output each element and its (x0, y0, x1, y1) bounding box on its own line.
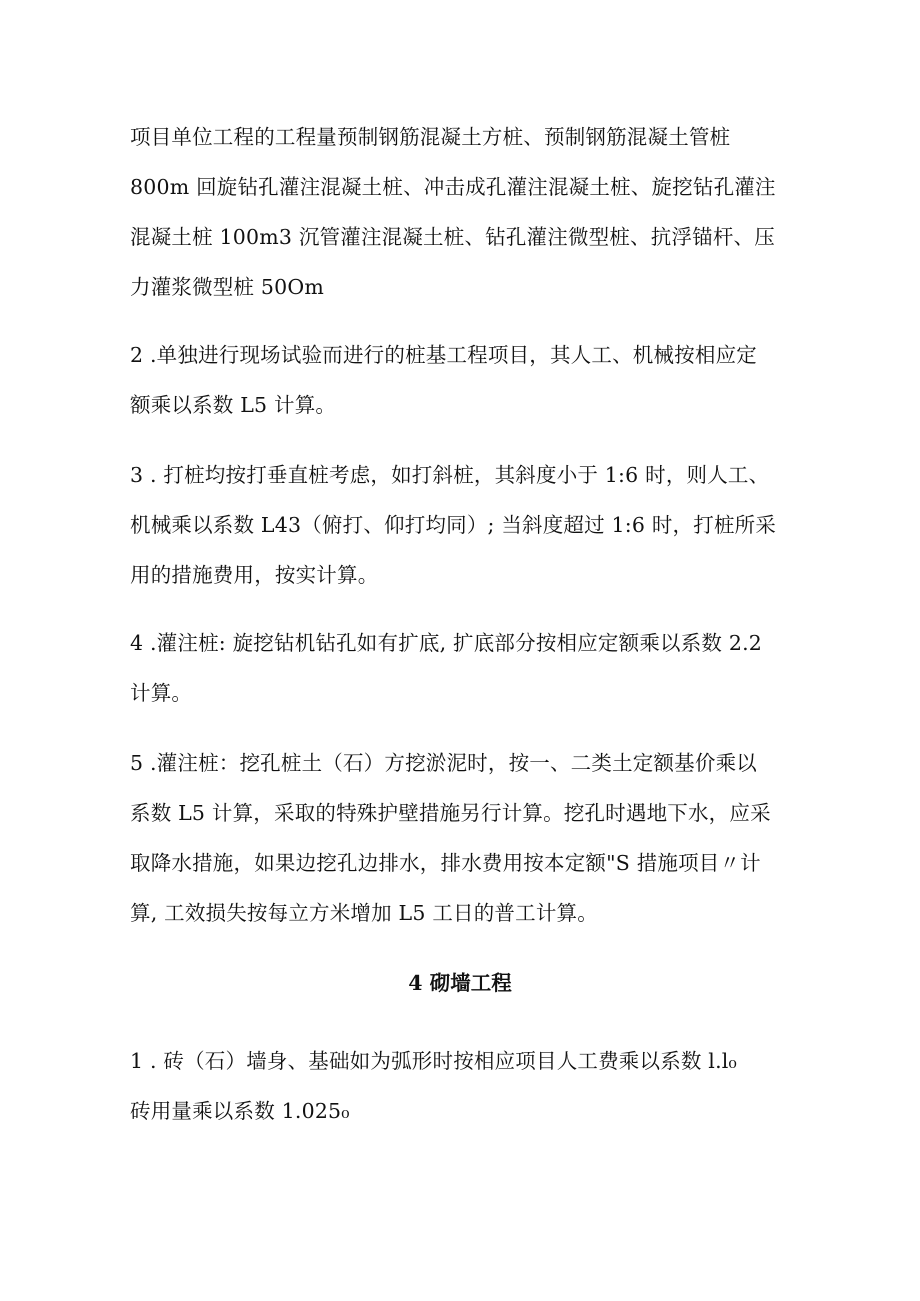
paragraph-item-4 (130, 618, 798, 718)
paragraph-masonry-item-1 (130, 1036, 798, 1136)
paragraph-item-2 (130, 330, 798, 430)
text-line: 机械乘以系数 L43（俯打、仰打均同）; 当斜度超过 1:6 时，打桩所采 (130, 513, 777, 537)
text-line: 2 .单独进行现场试验而进行的桩基工程项目，其人工、机械按相应定 (130, 343, 757, 367)
paragraph-intro (130, 112, 798, 312)
text-line: 混凝土桩 100m3 沉管灌注混凝土桩、钻孔灌注微型桩、抗浮锚杆、压 (130, 225, 775, 249)
section-heading: 4 砌墙工程 (408, 971, 512, 995)
paragraph-item-3 (130, 450, 798, 600)
text-line: 3 . 打桩均按打垂直桩考虑，如打斜桩，其斜度小于 1:6 时，则人工、 (130, 463, 770, 487)
text-line: 取降水措施，如果边挖孔边排水，排水费用按本定额"S 措施项目〃计 (130, 851, 761, 875)
text-line: 计算。 (130, 681, 193, 705)
text-line: 4 .灌注桩: 旋挖钻机钻孔如有扩底, 扩底部分按相应定额乘以系数 2.2 (130, 631, 763, 655)
text-line: 5 .灌注桩：挖孔桩土（石）方挖淤泥时，按一、二类土定额基价乘以 (130, 751, 757, 775)
text-line: 力灌浆微型桩 50Om (130, 275, 325, 299)
text-line: 额乘以系数 L5 计算。 (130, 393, 337, 417)
text-line: 用的措施费用，按实计算。 (130, 563, 379, 587)
text-line: 800m 回旋钻孔灌注混凝土桩、冲击成孔灌注混凝土桩、旋挖钻孔灌注 (130, 175, 776, 199)
text-line: 算, 工效损失按每立方米增加 L5 工日的普工计算。 (130, 901, 598, 925)
text-line: 系数 L5 计算，采取的特殊护壁措施另行计算。挖孔时遇地下水，应采 (130, 801, 771, 825)
text-line: 砖用量乘以系数 1.025₀ (130, 1099, 350, 1123)
paragraph-item-5 (130, 738, 798, 938)
text-line: 1 . 砖（石）墙身、基础如为弧形时按相应项目人工费乘以系数 l.l₀ (130, 1049, 737, 1073)
text-line: 项目单位工程的工程量预制钢筋混凝土方桩、预制钢筋混凝土管桩 (130, 125, 731, 149)
